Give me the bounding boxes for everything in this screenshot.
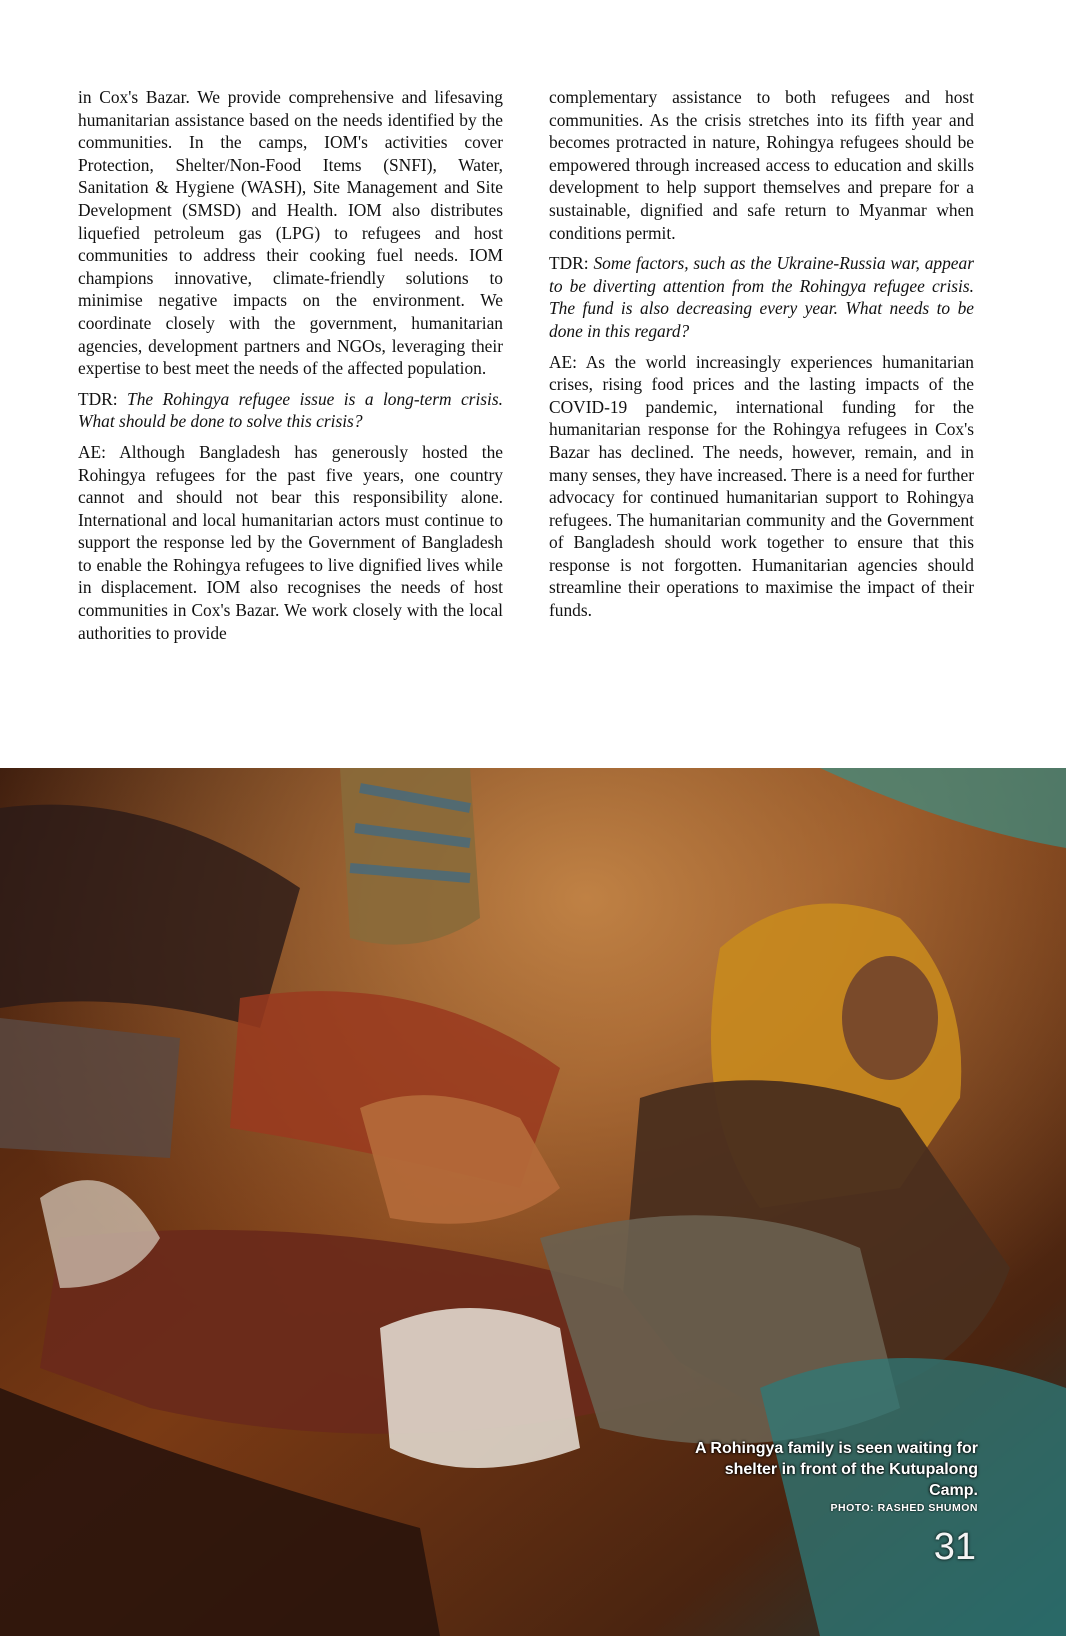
left-article-column bbox=[78, 86, 503, 652]
answer-2-tag: AE: bbox=[549, 351, 578, 372]
answer-1 bbox=[78, 441, 503, 644]
answer-1-text: Although Bangladesh has generously hosted the Rohingya refugees for the past five years, one country cannot and should not bear this responsibility alone. International and local humanitarian actors must continue to support the response led by the Government of Bangladesh to enable the Rohingya refugees to live dignified lives while in displacement. IOM also recognises the needs of host communities in Cox's Bazar. We work closely with the local authorities to provide bbox=[78, 441, 503, 643]
question-1-text: The Rohingya refugee issue is a long-term crisis. What should be done to solve this crisis? bbox=[78, 388, 503, 432]
intro-paragraph: in Cox's Bazar. We provide comprehensive and lifesaving humanitarian assistance based on the needs identified by the communities. In the camps, IOM's activities cover Protection, Shelter/Non-Food Items (SNFI), Water, Sanitation & Hygiene (WASH), Site Management and Site Development (SMSD) and Health. IOM also distributes liquefied petroleum gas (LPG) to refugees and host communities to address their cooking fuel needs. IOM champions innovative, climate-friendly solutions to minimise negative impacts on the environment. We coordinate closely with the government, humanitarian agencies, development partners and NGOs, leveraging their expertise to best meet the needs of the affected population. bbox=[78, 87, 503, 379]
right-article-column bbox=[549, 86, 974, 630]
question-2-tag: TDR: bbox=[549, 253, 589, 274]
question-1-tag: TDR: bbox=[78, 388, 118, 409]
answer-2-text: As the world increasingly experiences humanitarian crises, rising food prices and the lasting impacts of the COVID-19 pandemic, international funding for the humanitarian response for the Rohingya refugees in Cox's Bazar has declined. The needs, however, remain, and in many senses, they have increased. There is a need for further advocacy for continued humanitarian support to Rohingya refugees. The humanitarian community and the Government of Bangladesh should work together to ensure that this response is not forgotten. Humanitarian agencies should streamline their operations to maximise the impact of their funds. bbox=[549, 351, 974, 621]
answer-2 bbox=[549, 351, 974, 622]
continued-paragraph: complementary assistance to both refugees and host communities. As the crisis stretches into its fifth year and becomes protracted in nature, Rohingya refugees should be empowered through increased access to education and skills development to help support themselves and prepare for a sustainable, dignified and safe return to Myanmar when conditions permit. bbox=[549, 87, 974, 243]
photo-credit: PHOTO: RASHED SHUMON bbox=[830, 1502, 978, 1514]
question-2 bbox=[549, 252, 974, 342]
answer-1-tag: AE: bbox=[78, 441, 107, 462]
page-number: 31 bbox=[933, 1526, 976, 1568]
photo-caption: A Rohingya family is seen waiting for shelter in front of the Kutupalong Camp. bbox=[694, 1440, 978, 1499]
question-1 bbox=[78, 388, 503, 433]
question-2-text: Some factors, such as the Ukraine-Russia war, appear to be diverting attention from the Rohingya refugee crisis. The fund is also decreasing every year. What needs to be done in this regard? bbox=[549, 253, 974, 341]
